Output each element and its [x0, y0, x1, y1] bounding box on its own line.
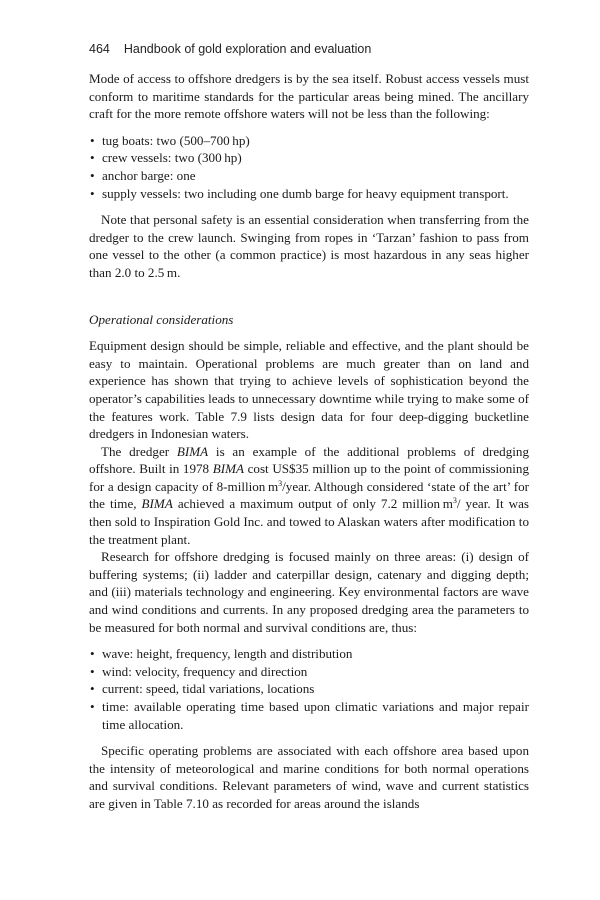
list-item: • tug boats: two (500–700 hp) [90, 132, 250, 148]
superscript: 3 [452, 496, 457, 506]
bullet-icon: • [90, 185, 95, 201]
section-heading: Operational considerations [89, 311, 234, 327]
page-number: 464 [89, 42, 110, 56]
vessel-name: BIMA [141, 496, 173, 512]
bullet-icon: • [90, 132, 95, 148]
bullet-icon: • [90, 150, 95, 166]
running-title: Handbook of gold exploration and evaluation [123, 42, 372, 56]
list-item: • time: available operating time based upon climatic variations and major repair time allocation. [90, 699, 529, 732]
conditions-list [89, 645, 529, 733]
vessel-name: BIMA [212, 461, 244, 477]
list-item: • supply vessels: two including one dumb barge for heavy equipment transport. [90, 185, 509, 201]
superscript: 3 [278, 478, 283, 488]
running-header [89, 40, 529, 58]
list-item: • wind: velocity, frequency and direction [90, 663, 308, 679]
list-item: • current: speed, tidal variations, locations [90, 681, 315, 697]
page [89, 40, 529, 813]
bullet-icon: • [90, 646, 95, 662]
bima-paragraph: The dredger BIMA is an example of the additional problems of dredging offshore. Built in 1978 BIMA cost US$35 million up to the point of commissioning for a design capacity of 8-million $m^3$/year. Although considered ‘state of the art’ for the time, BIMA achieved a maximum output of only 7.2 million $m^3/$ year. It was then sold to Inspiration Gold Inc. and towed to Alaskan waters after modification to the treatment plant. [89, 443, 529, 547]
bullet-icon: • [90, 167, 95, 183]
bullet-icon: • [90, 699, 95, 714]
bullet-icon: • [90, 681, 95, 697]
research-paragraph: Research for offshore dredging is focused mainly on three areas: (i) design of buffering systems; (ii) ladder and caterpillar design, catenary and digging depth; and (iii) materials technology and engineering. Key environmental factors are wave and wind conditions and currents. In any proposed dredging area the parameters to be measured for both normal and survival conditions are, thus: [89, 549, 529, 635]
safety-paragraph: Note that personal safety is an essential consideration when transferring from the dredger to the crew launch. Swinging from ropes in ‘Tarzan’ fashion to pass from one vessel to the other (a common practice) is most hazardous in any seas higher than 2.0 to 2.5 m. [89, 212, 529, 280]
intro-paragraph: Mode of access to offshore dredgers is by the sea itself. Robust access vessels must conform to maritime standards for the particular areas being mined. The ancillary craft for the more remote offshore waters will not be less than the following: [89, 71, 529, 122]
list-item: • anchor barge: one [90, 167, 196, 183]
closing-paragraph: Specific operating problems are associated with each offshore area based upon the intensity of meteorological and marine conditions for both normal operations and survival conditions. Relevant parameters of wind, wave and current statistics are given in Table 7.10 as recorded for areas around the islands [89, 743, 529, 811]
list-item: • wave: height, frequency, length and distribution [90, 646, 353, 662]
vessel-name: BIMA [176, 443, 209, 459]
vessels-list [89, 132, 529, 202]
list-item: • crew vessels: two (300 hp) [90, 150, 242, 166]
equipment-paragraph: Equipment design should be simple, reliable and effective, and the plant should be easy to maintain. Operational problems are much greater than on land and experience has shown that trying to achieve levels of sophistication beyond the operator’s capabilities leads to unnecessary downtime while trying to make some of the features work. Table 7.9 lists design data for four deep-digging bucketline dredgers in Indonesian waters. [89, 338, 529, 442]
bullet-icon: • [90, 663, 95, 679]
